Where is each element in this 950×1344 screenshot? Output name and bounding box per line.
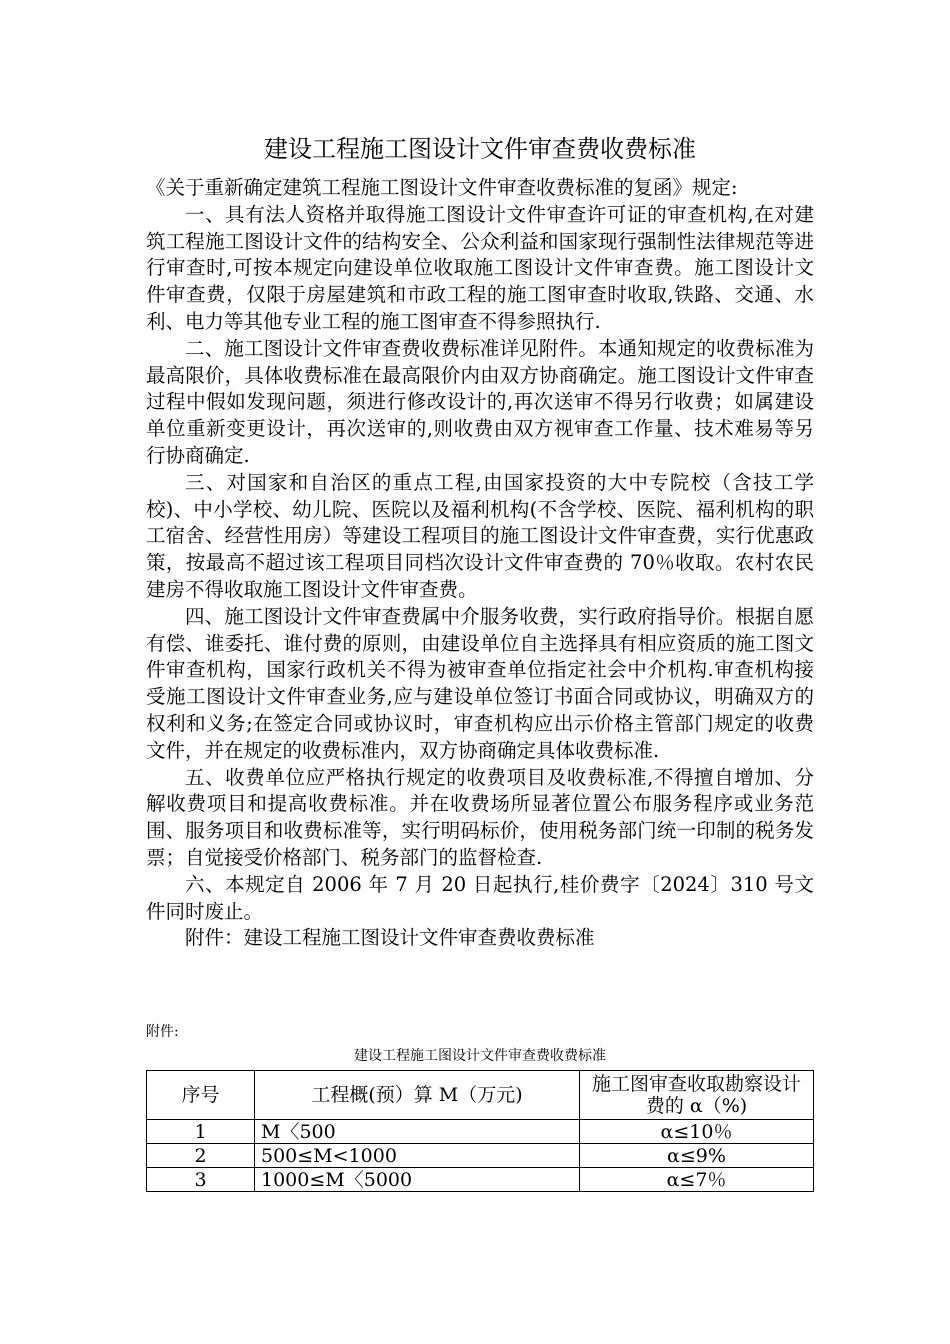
body-paragraph: 五、收费单位应严格执行规定的收费项目及收费标准,不得擅自增加、分解收费项目和提高收费标准。并在收费场所显著位置公布服务程序或业务范围、服务项目和收费标准等，实行明码标价，使用税务部门统一印制的税务发票；自觉接受价格部门、税务部门的监督检查. (146, 765, 814, 869)
document-title: 建设工程施工图设计文件审查费收费标准 (264, 135, 696, 163)
cell-rate: α≤9% (580, 1144, 814, 1168)
header-rate: 施工图审查收取勘察设计费的 α（%) (580, 1071, 814, 1120)
table-row (147, 1120, 814, 1144)
cell-budget: 500≤M<1000 (255, 1144, 580, 1168)
table-title: 建设工程施工图设计文件审查费收费标准 (354, 1048, 606, 1064)
body-paragraph: 三、对国家和自治区的重点工程,由国家投资的大中专院校（含技工学校)、中小学校、幼儿院、医院以及福利机构(不含学校、医院、福利机构的职工宿舍、经营性用房）等建设工程项目的施工图设计文件审查费，实行优惠政策，按最高不超过该工程项目同档次设计文件审查费的 70％收取。农村农民建房不得收取施工图设计文件审查费。 (146, 470, 814, 601)
table-header-row (147, 1071, 814, 1120)
body-paragraph: 一、具有法人资格并取得施工图设计文件审查许可证的审查机构,在对建筑工程施工图设计文件的结构安全、公众利益和国家现行强制性法律规范等进行审查时,可按本规定向建设单位收取施工图设计文件审查费。施工图设计文件审查费，仅限于房屋建筑和市政工程的施工图审查时收取,铁路、交通、水利、电力等其他专业工程的施工图审查不得参照执行. (146, 202, 814, 333)
body-paragraph: 六、本规定自 2006 年 7 月 20 日起执行,桂价费字〔2024〕310 号文件同时废止。 (146, 872, 814, 923)
attachment-reference: 附件：建设工程施工图设计文件审查费收费标准 (185, 926, 595, 950)
fee-table (146, 1070, 814, 1192)
table-row (147, 1168, 814, 1192)
cell-budget: 1000≤M〈5000 (255, 1168, 580, 1192)
body-paragraph: 四、施工图设计文件审查费属中介服务收费，实行政府指导价。根据自愿有偿、谁委托、谁付费的原则，由建设单位自主选择具有相应资质的施工图文件审查机构，国家行政机关不得为被审查单位指定社会中介机构.审查机构接受施工图设计文件审查业务,应与建设单位签订书面合同或协议，明确双方的权利和义务;在签定合同或协议时，审查机构应出示价格主管部门规定的收费文件，并在规定的收费标准内，双方协商确定具体收费标准. (146, 604, 814, 762)
attachment-label: 附件: (146, 1024, 179, 1040)
cell-index: 1 (147, 1120, 255, 1144)
cell-rate: α≤10％ (580, 1120, 814, 1144)
body-paragraph: 《关于重新确定建筑工程施工图设计文件审查收费标准的复函》规定: (146, 176, 738, 199)
table-row (147, 1144, 814, 1168)
cell-rate: α≤7％ (580, 1168, 814, 1192)
cell-index: 2 (147, 1144, 255, 1168)
header-index: 序号 (147, 1071, 255, 1120)
header-budget: 工程概(预）算 M（万元) (255, 1071, 580, 1120)
body-paragraph: 二、施工图设计文件审查费收费标准详见附件。本通知规定的收费标准为最高限价，具体收费标准在最高限价内由双方协商确定。施工图设计文件审查过程中假如发现问题，须进行修改设计的,再次送审不得另行收费；如属建设单位重新变更设计，再次送审的,则收费由双方视审查工作量、技术难易等另行协商确定. (146, 336, 814, 467)
cell-index: 3 (147, 1168, 255, 1192)
cell-budget: M〈500 (255, 1120, 580, 1144)
document-body (146, 175, 814, 952)
